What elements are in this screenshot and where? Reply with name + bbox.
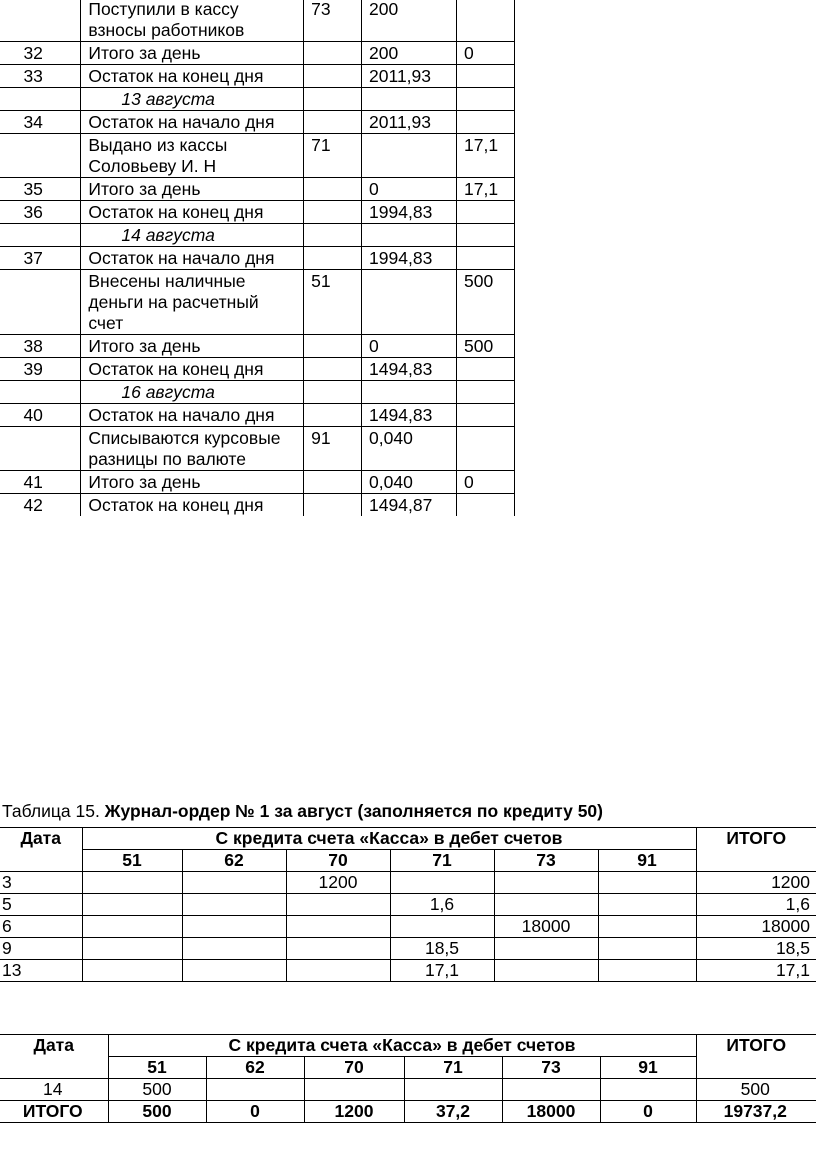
account-cell [304, 404, 362, 427]
debit-accounts-header: С кредита счета «Касса» в дебет счетов [108, 1035, 696, 1057]
account-cell [304, 224, 362, 247]
entry-number-cell [0, 270, 81, 335]
debit-cell [362, 270, 457, 335]
amount-cell: 1200 [304, 1101, 404, 1123]
credit-cell [457, 358, 515, 381]
operation-cell: 13 августа [81, 88, 304, 111]
amount-cell [182, 916, 286, 938]
amount-cell [286, 938, 390, 960]
table-row [0, 960, 816, 982]
entry-number-cell: 32 [0, 42, 81, 65]
entry-number-cell [0, 427, 81, 471]
account-header: 73 [502, 1057, 600, 1079]
amount-cell: 500 [108, 1079, 206, 1101]
operation-cell: Остаток на конец дня [81, 201, 304, 224]
row-total-cell: 1200 [696, 872, 816, 894]
account-cell [304, 335, 362, 358]
account-header: 62 [206, 1057, 304, 1079]
debit-cell: 1494,83 [362, 358, 457, 381]
amount-cell [182, 960, 286, 982]
amount-cell: 18000 [494, 916, 598, 938]
account-header: 73 [494, 850, 598, 872]
credit-cell [457, 201, 515, 224]
table-row [0, 1101, 816, 1123]
cash-book-row [0, 65, 515, 88]
account-cell: 71 [304, 134, 362, 178]
cash-book-row [0, 224, 515, 247]
header-row [0, 828, 816, 850]
account-cell [304, 201, 362, 224]
amount-cell [206, 1079, 304, 1101]
date-cell: 6 [0, 916, 82, 938]
entry-number-cell [0, 88, 81, 111]
debit-cell: 1494,87 [362, 494, 457, 517]
account-header: 91 [598, 850, 696, 872]
amount-cell: 1200 [286, 872, 390, 894]
date-cell: 14 [0, 1079, 108, 1101]
header-row [0, 1035, 816, 1057]
debit-cell [362, 224, 457, 247]
operation-cell: Остаток на начало дня [81, 404, 304, 427]
total-header: ИТОГО [696, 828, 816, 872]
operation-cell: Списываются курсовые разницы по валюте [81, 427, 304, 471]
amount-cell [82, 916, 182, 938]
credit-cell [457, 111, 515, 134]
cash-book-row [0, 88, 515, 111]
row-total-cell: 500 [696, 1079, 816, 1101]
table-row [0, 938, 816, 960]
amount-cell [598, 872, 696, 894]
cash-book-row [0, 427, 515, 471]
account-cell [304, 494, 362, 517]
account-header: 70 [286, 850, 390, 872]
entry-number-cell: 37 [0, 247, 81, 270]
amount-cell [598, 938, 696, 960]
amount-cell [82, 894, 182, 916]
cash-book-row [0, 42, 515, 65]
operation-cell: Остаток на начало дня [81, 247, 304, 270]
amount-cell: 0 [600, 1101, 696, 1123]
credit-cell [457, 247, 515, 270]
account-cell [304, 65, 362, 88]
entry-number-cell: 36 [0, 201, 81, 224]
operation-cell: Итого за день [81, 42, 304, 65]
amount-cell: 37,2 [404, 1101, 502, 1123]
amount-cell [600, 1079, 696, 1101]
cash-book-row [0, 111, 515, 134]
date-cell: 5 [0, 894, 82, 916]
amount-cell [598, 960, 696, 982]
credit-cell: 0 [457, 42, 515, 65]
account-cell: 51 [304, 270, 362, 335]
amount-cell [182, 872, 286, 894]
entry-number-cell: 35 [0, 178, 81, 201]
amount-cell: 17,1 [390, 960, 494, 982]
caption-title: Журнал-ордер № 1 за август (заполняется по кредиту 50) [104, 801, 603, 821]
credit-cell [457, 0, 515, 42]
debit-cell: 200 [362, 0, 457, 42]
operation-cell: Остаток на конец дня [81, 358, 304, 381]
credit-cell: 17,1 [457, 134, 515, 178]
operation-cell: Выдано из кассы Соловьеву И. Н [81, 134, 304, 178]
operation-cell: Поступили в кассу взносы работников [81, 0, 304, 42]
account-header: 91 [600, 1057, 696, 1079]
amount-cell [182, 938, 286, 960]
debit-cell: 0,040 [362, 471, 457, 494]
account-header-row [0, 850, 816, 872]
account-cell [304, 471, 362, 494]
cash-book-row [0, 201, 515, 224]
debit-cell [362, 88, 457, 111]
amount-cell [494, 872, 598, 894]
amount-cell [82, 960, 182, 982]
date-cell: 13 [0, 960, 82, 982]
debit-cell: 1494,83 [362, 404, 457, 427]
cash-book-row [0, 358, 515, 381]
account-cell: 91 [304, 427, 362, 471]
amount-cell [286, 960, 390, 982]
account-header: 51 [108, 1057, 206, 1079]
amount-cell [390, 872, 494, 894]
table-row [0, 1079, 816, 1101]
amount-cell [494, 960, 598, 982]
entry-number-cell: 33 [0, 65, 81, 88]
credit-cell [457, 381, 515, 404]
account-cell [304, 358, 362, 381]
row-total-cell: 18,5 [696, 938, 816, 960]
account-header: 71 [404, 1057, 502, 1079]
entry-number-cell: 42 [0, 494, 81, 517]
cash-book-row [0, 178, 515, 201]
table-row [0, 872, 816, 894]
amount-cell [390, 916, 494, 938]
entry-number-cell [0, 224, 81, 247]
entry-number-cell: 38 [0, 335, 81, 358]
table-row [0, 916, 816, 938]
row-total-cell: 19737,2 [696, 1101, 816, 1123]
debit-cell: 2011,93 [362, 111, 457, 134]
date-cell: 9 [0, 938, 82, 960]
journal-order-table-2 [0, 1034, 816, 1123]
amount-cell [502, 1079, 600, 1101]
debit-cell: 0 [362, 178, 457, 201]
credit-cell [457, 494, 515, 517]
account-header: 70 [304, 1057, 404, 1079]
amount-cell [82, 872, 182, 894]
row-total-cell: 1,6 [696, 894, 816, 916]
cash-book-row [0, 381, 515, 404]
operation-cell: Итого за день [81, 471, 304, 494]
amount-cell [404, 1079, 502, 1101]
account-cell [304, 88, 362, 111]
debit-cell [362, 134, 457, 178]
account-cell [304, 178, 362, 201]
amount-cell [304, 1079, 404, 1101]
entry-number-cell: 41 [0, 471, 81, 494]
entry-number-cell [0, 134, 81, 178]
cash-book-row [0, 471, 515, 494]
date-header: Дата [0, 1035, 108, 1079]
amount-cell [598, 916, 696, 938]
operation-cell: 14 августа [81, 224, 304, 247]
row-total-cell: 18000 [696, 916, 816, 938]
operation-cell: Остаток на конец дня [81, 65, 304, 88]
amount-cell [494, 938, 598, 960]
credit-cell [457, 224, 515, 247]
cash-book-table [0, 0, 515, 516]
account-cell [304, 381, 362, 404]
credit-cell [457, 88, 515, 111]
debit-accounts-header: С кредита счета «Касса» в дебет счетов [82, 828, 696, 850]
debit-cell: 0 [362, 335, 457, 358]
debit-cell [362, 381, 457, 404]
debit-cell: 0,040 [362, 427, 457, 471]
entry-number-cell [0, 0, 81, 42]
total-header: ИТОГО [696, 1035, 816, 1079]
row-total-cell: 17,1 [696, 960, 816, 982]
debit-cell: 1994,83 [362, 201, 457, 224]
credit-cell: 500 [457, 270, 515, 335]
amount-cell [598, 894, 696, 916]
cash-book-row [0, 335, 515, 358]
amount-cell: 1,6 [390, 894, 494, 916]
entry-number-cell: 34 [0, 111, 81, 134]
credit-cell: 17,1 [457, 178, 515, 201]
cash-book-row [0, 270, 515, 335]
credit-cell: 500 [457, 335, 515, 358]
cash-book-row [0, 134, 515, 178]
operation-cell: Остаток на конец дня [81, 494, 304, 517]
amount-cell [182, 894, 286, 916]
cash-book-row [0, 404, 515, 427]
entry-number-cell: 39 [0, 358, 81, 381]
credit-cell [457, 427, 515, 471]
amount-cell: 18,5 [390, 938, 494, 960]
operation-cell: Внесены наличные деньги на расчетный счет [81, 270, 304, 335]
amount-cell [494, 894, 598, 916]
amount-cell [286, 916, 390, 938]
journal-order-table-1 [0, 827, 816, 982]
cash-book-row [0, 494, 515, 517]
account-cell [304, 247, 362, 270]
table-caption [2, 800, 603, 822]
cash-book-row [0, 0, 515, 42]
caption-prefix: Таблица 15. [2, 801, 105, 821]
date-cell: 3 [0, 872, 82, 894]
account-cell [304, 111, 362, 134]
debit-cell: 200 [362, 42, 457, 65]
debit-cell: 2011,93 [362, 65, 457, 88]
account-cell: 73 [304, 0, 362, 42]
date-header: Дата [0, 828, 82, 872]
account-cell [304, 42, 362, 65]
operation-cell: Остаток на начало дня [81, 111, 304, 134]
amount-cell: 0 [206, 1101, 304, 1123]
table-row [0, 894, 816, 916]
operation-cell: Итого за день [81, 178, 304, 201]
entry-number-cell: 40 [0, 404, 81, 427]
operation-cell: Итого за день [81, 335, 304, 358]
amount-cell: 18000 [502, 1101, 600, 1123]
operation-cell: 16 августа [81, 381, 304, 404]
credit-cell [457, 65, 515, 88]
date-cell: ИТОГО [0, 1101, 108, 1123]
credit-cell: 0 [457, 471, 515, 494]
credit-cell [457, 404, 515, 427]
account-header-row [0, 1057, 816, 1079]
debit-cell: 1994,83 [362, 247, 457, 270]
account-header: 51 [82, 850, 182, 872]
account-header: 62 [182, 850, 286, 872]
amount-cell [286, 894, 390, 916]
amount-cell [82, 938, 182, 960]
account-header: 71 [390, 850, 494, 872]
entry-number-cell [0, 381, 81, 404]
cash-book-row [0, 247, 515, 270]
amount-cell: 500 [108, 1101, 206, 1123]
